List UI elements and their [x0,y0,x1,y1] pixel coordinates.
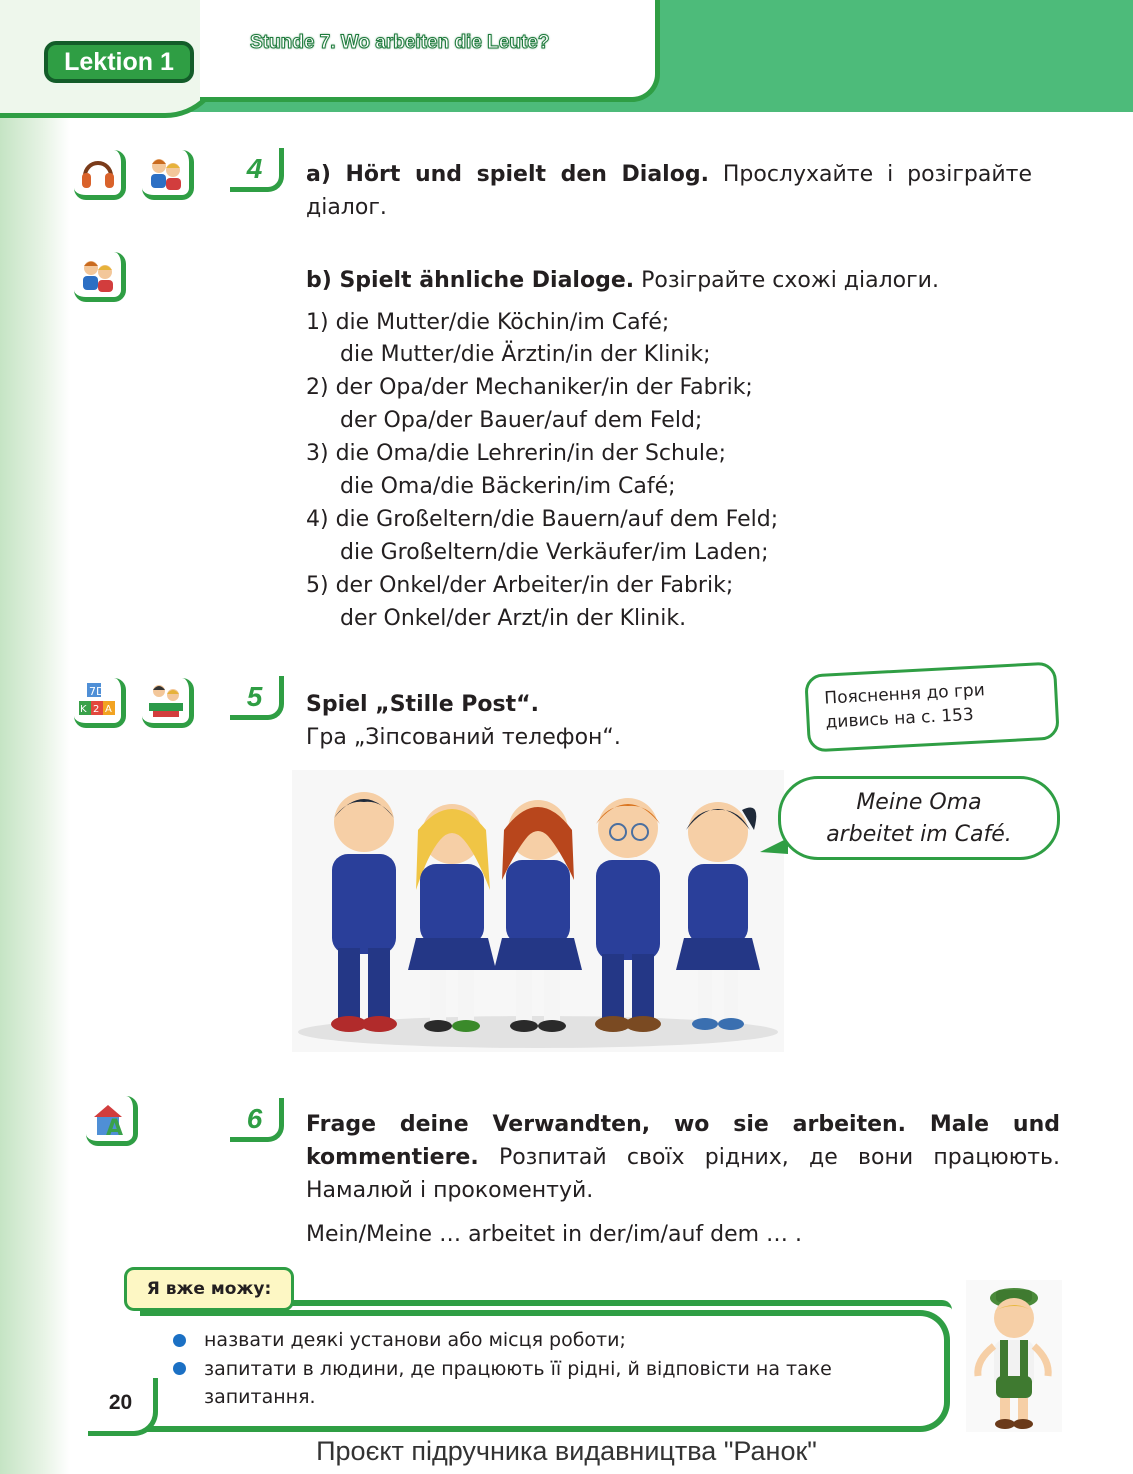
footer-text: Проєкт підручника видавництва "Ранок" [316,1436,817,1466]
note-line-1: Пояснення до гри [823,680,986,709]
house-letter-icon [86,1096,138,1146]
exercise-6-bold: Frage deine Verwandten, wo sie arbeiten. Male und kommentiere. [306,1112,1060,1170]
speech-bubble [778,776,1060,860]
exercise-4b-text: Розіграйте схожі діалоги. [641,268,939,293]
list-item: die Mutter/die Ärztin/in der Klinik; [340,342,711,367]
pair-work-icon [74,252,126,302]
list-item: 1) die Mutter/die Köchin/im Café; [306,310,670,335]
exercise-6-number: 6 [230,1098,284,1142]
svg-text:A: A [105,1115,123,1139]
svg-text:7D: 7D [88,684,104,698]
exercise-5-number: 5 [230,676,284,720]
list-item: die Großeltern/die Verkäufer/im Laden; [340,540,769,565]
list-item: 3) die Oma/die Lehrerin/in der Schule; [306,441,726,466]
list-item: der Onkel/der Arzt/in der Klinik. [340,606,687,631]
speech-line-1: Meine Oma [856,790,982,815]
svg-text:K: K [79,703,87,715]
bullet-icon [173,1362,186,1375]
exercise-4b-instruction [306,264,1046,297]
children-illustration [292,770,784,1052]
left-gradient-band [0,0,70,1474]
exercise-5-title: Spiel „Stille Post“. [306,692,539,717]
can-do-item-1: назвати деякі установи або місця роботи; [204,1329,626,1351]
page-number: 20 [88,1378,158,1436]
boy-mascot-illustration [966,1280,1062,1432]
exercise-5-subtitle: Гра „Зіпсований телефон“. [306,725,621,750]
group-work-icon [142,678,194,728]
can-do-item-2 [204,1355,916,1411]
note-line-2: дивись на с. 153 [825,704,975,733]
exercise-6-instruction [306,1108,1060,1207]
can-do-label: Я вже можу: [124,1267,294,1311]
exercise-6-text: Розпитай своїх рідних, де вони працюють. Намалюй і прокоментуй. [306,1145,1060,1203]
svg-text:A: A [104,703,112,715]
exercise-4a-text: Прослухайте і розіграйте діалог. [306,162,1033,220]
headphones-icon [74,150,126,200]
exercise-4a-instruction [306,158,1032,224]
lesson-title: Stunde 7. Wo arbeiten die Leute? [250,32,550,53]
exercise-5-instruction [306,688,746,754]
svg-text:2: 2 [92,703,99,715]
bullet-icon [173,1334,186,1347]
list-item: 4) die Großeltern/die Bauern/auf dem Feld; [306,507,779,532]
exercise-4b-bold: b) Spielt ähnliche Dialoge. [306,268,635,293]
exercise-6-pattern: Mein/Meine … arbeitet in der/im/auf dem … . [306,1222,803,1247]
can-do-item-2-line-1: запитати в людини, де працюють її рідні, й відповісти на таке [204,1358,832,1380]
list-item: der Opa/der Bauer/auf dem Feld; [340,408,703,433]
can-do-top-border [292,1300,952,1310]
pair-work-icon [142,150,194,200]
lektion-title: Lektion 1 [44,41,194,83]
can-do-item-2-line-2: запитання. [204,1386,316,1408]
letter-blocks-icon [74,678,126,728]
game-explanation-note [804,661,1060,752]
list-item: die Oma/die Bäckerin/im Café; [340,474,676,499]
speech-line-2: arbeitet im Café. [826,822,1012,847]
exercise-4-number: 4 [230,148,284,192]
list-item: 2) der Opa/der Mechaniker/in der Fabrik; [306,375,753,400]
exercise-4a-bold: a) Hört und spielt den Dialog. [306,162,709,187]
list-item: 5) der Onkel/der Arbeiter/in der Fabrik; [306,573,734,598]
